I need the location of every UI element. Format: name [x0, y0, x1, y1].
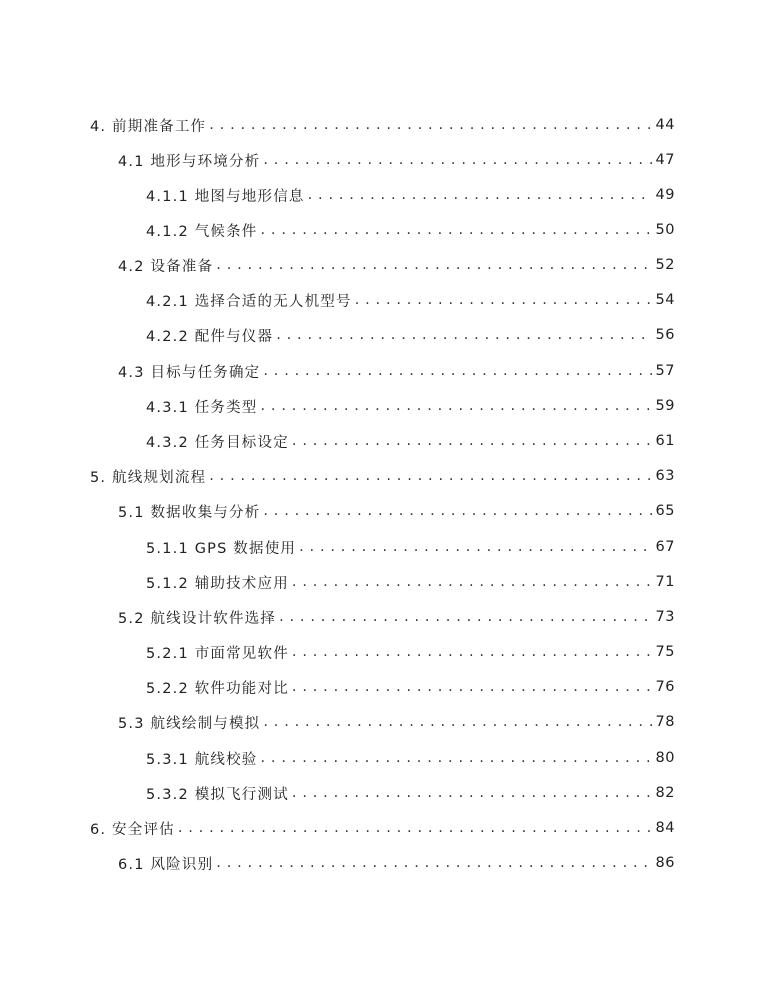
toc-entry[interactable]	[146, 431, 675, 451]
toc-page-number: 73	[655, 609, 675, 625]
toc-entry-label: 6.1 风险识别	[118, 856, 214, 873]
toc-entry-label: 4.1 地形与环境分析	[118, 153, 261, 170]
toc-page-number: 47	[655, 152, 675, 168]
toc-leader-dots	[299, 537, 651, 557]
toc-entry-label: 5.1.1 GPS 数据使用	[146, 540, 297, 557]
toc-leader-dots	[276, 325, 651, 345]
toc-entry-label: 4.1.1 地图与地形信息	[146, 188, 305, 205]
toc-entry[interactable]	[118, 712, 675, 732]
toc-leader-dots	[216, 853, 651, 873]
toc-entry[interactable]	[90, 466, 675, 486]
toc-page-number: 52	[655, 257, 675, 273]
toc-entry-label: 5.3.1 航线校验	[146, 751, 258, 768]
toc-entry-label: 4.2 设备准备	[118, 258, 214, 275]
toc-entry-label: 4.3 目标与任务确定	[118, 364, 261, 381]
toc-entry-label: 5.2 航线设计软件选择	[118, 610, 277, 627]
toc-leader-dots	[292, 642, 652, 662]
toc-entry-label: 5.1.2 辅助技术应用	[146, 575, 289, 592]
toc-entry-label: 6. 安全评估	[90, 821, 175, 838]
toc-leader-dots	[263, 712, 651, 732]
toc-page-number: 50	[655, 222, 675, 238]
toc-entry-label: 4.3.1 任务类型	[146, 399, 258, 416]
toc-entry[interactable]	[146, 677, 675, 697]
toc-page-number: 84	[655, 820, 675, 836]
toc-page-number: 82	[655, 785, 675, 801]
toc-page-number: 63	[655, 468, 675, 484]
toc-entry-label: 4.2.2 配件与仪器	[146, 328, 274, 345]
toc-entry-label: 5.2.2 软件功能对比	[146, 680, 289, 697]
toc-page-number: 75	[655, 644, 675, 660]
toc-page-number: 76	[655, 679, 675, 695]
toc-leader-dots	[178, 818, 652, 838]
toc-leader-dots	[263, 501, 651, 521]
toc-leader-dots	[261, 748, 652, 768]
toc-entry[interactable]	[118, 255, 675, 275]
toc-leader-dots	[292, 783, 652, 803]
toc-leader-dots	[355, 290, 652, 310]
toc-leader-dots	[292, 677, 652, 697]
toc-entry-label: 4.1.2 气候条件	[146, 223, 258, 240]
toc-page-number: 56	[655, 327, 675, 343]
toc-entry[interactable]	[146, 642, 675, 662]
toc-page-number: 80	[655, 750, 675, 766]
toc-leader-dots	[279, 607, 651, 627]
toc-entry-label: 4. 前期准备工作	[90, 118, 207, 135]
toc-page-number: 49	[655, 187, 675, 203]
toc-entry-label: 5. 航线规划流程	[90, 469, 207, 486]
toc-entry[interactable]	[118, 607, 675, 627]
toc-entry[interactable]	[146, 748, 675, 768]
toc-page-number: 44	[655, 117, 675, 133]
toc-leader-dots	[308, 185, 652, 205]
toc-leader-dots	[261, 396, 652, 416]
toc-leader-dots	[263, 150, 651, 170]
toc-entry-label: 5.3 航线绘制与模拟	[118, 715, 261, 732]
toc-page-number: 65	[655, 503, 675, 519]
toc-entry[interactable]	[146, 783, 675, 803]
toc-entry-label: 4.2.1 选择合适的无人机型号	[146, 293, 352, 310]
toc-page-number: 59	[655, 398, 675, 414]
toc-entry-label: 4.3.2 任务目标设定	[146, 434, 289, 451]
toc-page-number: 61	[655, 433, 675, 449]
toc-entry[interactable]	[90, 115, 675, 135]
toc-entry[interactable]	[118, 361, 675, 381]
toc-page-number: 78	[655, 714, 675, 730]
toc-entry-label: 5.2.1 市面常见软件	[146, 645, 289, 662]
toc-entry[interactable]	[146, 537, 675, 557]
toc-entry[interactable]	[146, 290, 675, 310]
toc-page-number: 71	[655, 574, 675, 590]
toc-leader-dots	[292, 572, 652, 592]
toc-leader-dots	[261, 220, 652, 240]
toc-page-number: 86	[655, 855, 675, 871]
toc-entry[interactable]	[118, 853, 675, 873]
toc-leader-dots	[209, 466, 651, 486]
toc-leader-dots	[216, 255, 651, 275]
toc-entry[interactable]	[146, 185, 675, 205]
toc-entry[interactable]	[118, 150, 675, 170]
toc-entry[interactable]	[118, 501, 675, 521]
toc-page-number: 67	[655, 539, 675, 555]
toc-entry[interactable]	[146, 325, 675, 345]
toc-page-number: 57	[655, 363, 675, 379]
toc-leader-dots	[292, 431, 652, 451]
toc-leader-dots	[263, 361, 651, 381]
toc-entry[interactable]	[146, 396, 675, 416]
toc-entry-label: 5.3.2 模拟飞行测试	[146, 786, 289, 803]
toc-entry[interactable]	[146, 572, 675, 592]
toc-entry-label: 5.1 数据收集与分析	[118, 504, 261, 521]
toc-page-number: 54	[655, 292, 675, 308]
toc-leader-dots	[209, 115, 651, 135]
toc-entry[interactable]	[146, 220, 675, 240]
toc-entry[interactable]	[90, 818, 675, 838]
